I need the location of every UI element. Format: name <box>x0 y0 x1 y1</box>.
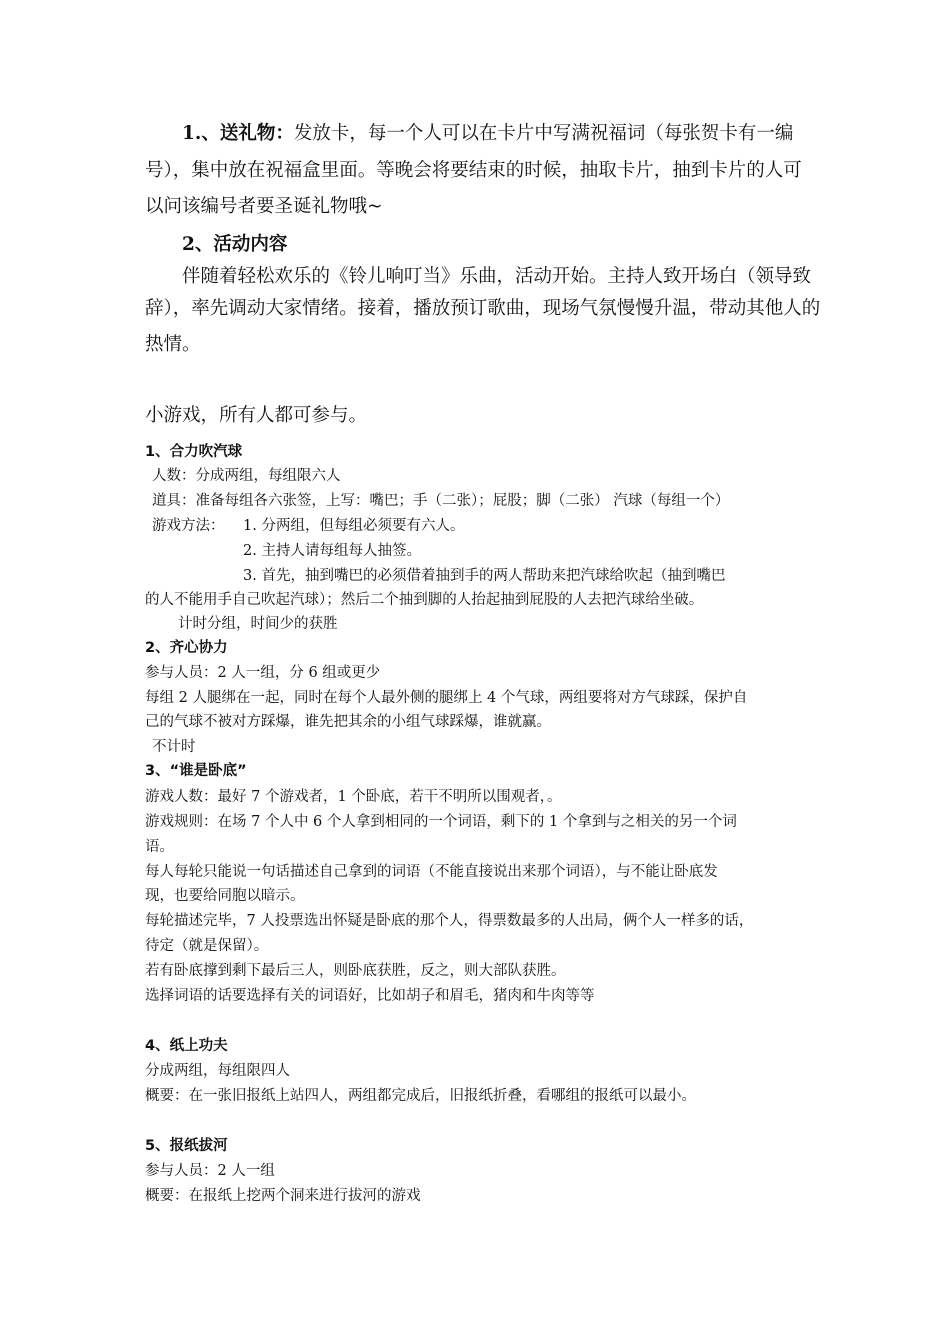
game1-step: 3. 首先，抽到嘴巴的必须借着抽到手的两人帮助来把汽球给吹起（抽到嘴巴 <box>243 568 726 584</box>
game1-step: 2. 主持人请每组每人抽签。 <box>243 543 421 559</box>
game2-heading: 2、齐心协力 <box>145 640 228 656</box>
game2-note: 不计时 <box>152 739 196 755</box>
game2-participants: 参与人员：2 人一组，分 6 组或更少 <box>145 665 381 681</box>
game1-people: 人数：分成两组，每组限六人 <box>152 468 341 484</box>
game3-line: 每人每轮只能说一句话描述自己拿到的词语（不能直接说出来那个词语），与不能让卧底发 <box>145 864 718 880</box>
game2-desc: 每组 2 人腿绑在一起，同时在每个人最外侧的腿绑上 4 个气球，两组要将对方气球踩，保护自 <box>145 690 748 706</box>
game5-line: 参与人员：2 人一组 <box>145 1163 275 1179</box>
section1-line: 以问该编号者要圣诞礼物哦~ <box>145 196 383 217</box>
section1-line: 号），集中放在祝福盒里面。等晚会将要结束的时候，抽取卡片，抽到卡片的人可 <box>145 160 802 181</box>
games-intro: 小游戏，所有人都可参与。 <box>145 405 368 426</box>
section1-title: 送礼物： <box>219 123 294 144</box>
game4-line: 概要：在一张旧报纸上站四人，两组都完成后，旧报纸折叠，看哪组的报纸可以最小。 <box>145 1088 696 1104</box>
game1-props: 道具：准备每组各六张签，上写：嘴巴；手（二张）；屁股；脚（二张） 汽球（每组一个） <box>152 493 730 509</box>
game1-step-continued: 的人不能用手自己吹起汽球）；然后二个抽到脚的人抬起抽到屁股的人去把汽球给坐破。 <box>145 592 704 608</box>
game1-method-label: 游戏方法： <box>152 518 225 534</box>
game4-line: 分成两组，每组限四人 <box>145 1063 290 1079</box>
section2-line: 热情。 <box>145 334 201 355</box>
section1-text: 发放卡，每一个人可以在卡片中写满祝福词（每张贺卡有一编 <box>293 123 794 144</box>
section1-number: 1.、 <box>182 123 220 144</box>
game3-line: 选择词语的话要选择有关的词语好，比如胡子和眉毛，猪肉和牛肉等等 <box>145 988 595 1004</box>
section1-first-line <box>182 119 793 145</box>
game4-heading: 4、纸上功夫 <box>145 1038 228 1054</box>
game1-scoring: 计时分组，时间少的获胜 <box>178 616 338 632</box>
game1-heading: 1、合力吹汽球 <box>145 444 243 460</box>
game3-line: 现，也要给同胞以暗示。 <box>145 888 305 904</box>
section2-line: 伴随着轻松欢乐的《铃儿响叮当》乐曲，活动开始。主持人致开场白（领导致 <box>182 266 812 287</box>
game3-line: 游戏人数：最好 7 个游戏者，1 个卧底，若干不明所以围观者，。 <box>145 789 562 805</box>
game3-line: 待定（就是保留）。 <box>145 938 269 954</box>
game5-heading: 5、报纸拔河 <box>145 1138 228 1154</box>
game3-line: 每轮描述完毕，7 人投票选出怀疑是卧底的那个人，得票数最多的人出局，俩个人一样多的话， <box>145 913 754 929</box>
game1-step: 1. 分两组，但每组必须要有六人。 <box>243 518 465 534</box>
game3-line: 若有卧底撑到剩下最后三人，则卧底获胜，反之，则大部队获胜。 <box>145 963 566 979</box>
game3-line: 语。 <box>145 839 174 855</box>
section2-line: 辞），率先调动大家情绪。接着，播放预订歌曲，现场气氛慢慢升温，带动其他人的 <box>145 298 821 319</box>
game2-desc: 己的气球不被对方踩爆，谁先把其余的小组气球踩爆，谁就赢。 <box>145 714 551 730</box>
game5-line: 概要：在报纸上挖两个洞来进行拔河的游戏 <box>145 1188 421 1204</box>
section2-heading: 2、活动内容 <box>182 234 288 255</box>
game3-heading: 3、“谁是卧底” <box>145 763 247 779</box>
game3-line: 游戏规则：在场 7 个人中 6 个人拿到相同的一个词语，剩下的 1 个拿到与之相关的另一个词 <box>145 814 737 830</box>
